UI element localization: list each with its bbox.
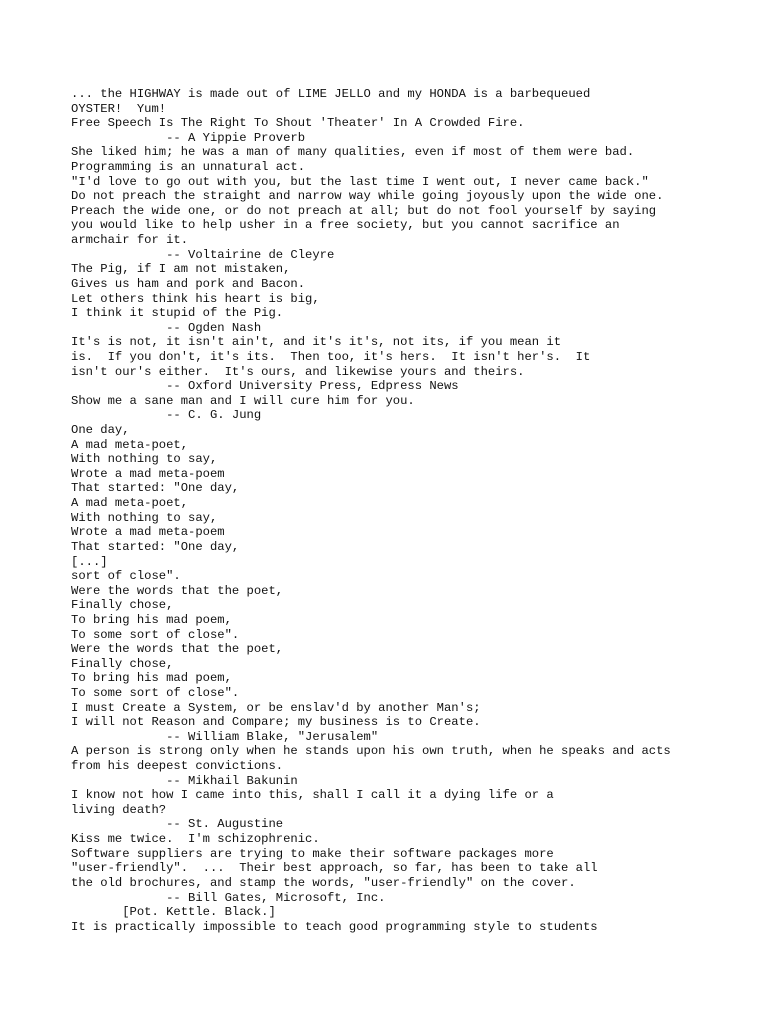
text-line: A person is strong only when he stands upon his own truth, when he speaks and acts [71, 744, 671, 759]
text-line: -- C. G. Jung [71, 408, 262, 423]
text-line: Do not preach the straight and narrow way while going joyously upon the wide one. [71, 189, 664, 204]
text-line: -- Ogden Nash [71, 320, 262, 335]
text-line: OYSTER! Yum! [71, 101, 167, 116]
text-line: -- Oxford University Press, Edpress News [71, 379, 459, 394]
text-line: Finally chose, [71, 598, 174, 613]
text-line: -- Bill Gates, Microsoft, Inc. [71, 890, 386, 905]
text-line: I must Create a System, or be enslav'd by another Man's; [71, 700, 481, 715]
text-line: To bring his mad poem, [71, 671, 232, 686]
text-line: To some sort of close". [71, 685, 240, 700]
document-body [71, 87, 761, 934]
text-line: Were the words that the poet, [71, 642, 284, 657]
text-line: living death? [71, 802, 167, 817]
text-line: you would like to help usher in a free society, but you cannot sacrifice an [71, 218, 620, 233]
text-line: One day, [71, 423, 130, 438]
text-line: -- Mikhail Bakunin [71, 773, 298, 788]
text-line: I will not Reason and Compare; my business is to Create. [71, 715, 481, 730]
text-line: "user-friendly". ... Their best approach, so far, has been to take all [71, 861, 598, 876]
text-line: isn't our's either. It's ours, and likewise yours and theirs. [71, 364, 525, 379]
text-line: the old brochures, and stamp the words, "user-friendly" on the cover. [71, 875, 576, 890]
text-line: [Pot. Kettle. Black.] [71, 905, 276, 920]
text-line: Finally chose, [71, 656, 174, 671]
text-line: A mad meta-poet, [71, 437, 189, 452]
text-line: Programming is an unnatural act. [71, 160, 306, 175]
text-line: I think it stupid of the Pig. [71, 306, 284, 321]
text-line: Kiss me twice. I'm schizophrenic. [71, 832, 320, 847]
text-line: Gives us ham and pork and Bacon. [71, 276, 306, 291]
text-line: Wrote a mad meta-poem [71, 466, 225, 481]
text-line: Preach the wide one, or do not preach at all; but do not fool yourself by saying [71, 203, 657, 218]
text-line: That started: "One day, [71, 481, 240, 496]
text-line: armchair for it. [71, 233, 189, 248]
text-line: It's is not, it isn't ain't, and it's it's, not its, if you mean it [71, 335, 562, 350]
text-line: sort of close". [71, 569, 181, 584]
text-line: I know not how I came into this, shall I call it a dying life or a [71, 788, 554, 803]
text-line: The Pig, if I am not mistaken, [71, 262, 291, 277]
text-line: She liked him; he was a man of many qualities, even if most of them were bad. [71, 145, 635, 160]
text-line: With nothing to say, [71, 452, 218, 467]
text-line: [...] [71, 554, 108, 569]
text-line: is. If you don't, it's its. Then too, it's hers. It isn't her's. It [71, 349, 591, 364]
text-line: Software suppliers are trying to make their software packages more [71, 846, 554, 861]
text-line: A mad meta-poet, [71, 496, 189, 511]
text-line: from his deepest convictions. [71, 759, 284, 774]
text-line: Wrote a mad meta-poem [71, 525, 225, 540]
text-line: Were the words that the poet, [71, 583, 284, 598]
text-line: That started: "One day, [71, 539, 240, 554]
text-line: -- A Yippie Proverb [71, 130, 306, 145]
text-line: It is practically impossible to teach good programming style to students [71, 919, 598, 934]
text-line: Let others think his heart is big, [71, 291, 320, 306]
text-line: Show me a sane man and I will cure him for you. [71, 393, 415, 408]
text-line: -- St. Augustine [71, 817, 284, 832]
text-line: With nothing to say, [71, 510, 218, 525]
text-line: To some sort of close". [71, 627, 240, 642]
text-line: Free Speech Is The Right To Shout 'Theater' In A Crowded Fire. [71, 116, 525, 131]
text-line: -- Voltairine de Cleyre [71, 247, 335, 262]
text-line: To bring his mad poem, [71, 612, 232, 627]
text-line: "I'd love to go out with you, but the last time I went out, I never came back." [71, 174, 649, 189]
text-line: ... the HIGHWAY is made out of LIME JELLO and my HONDA is a barbequeued [71, 87, 591, 101]
text-line: -- William Blake, "Jerusalem" [71, 729, 379, 744]
